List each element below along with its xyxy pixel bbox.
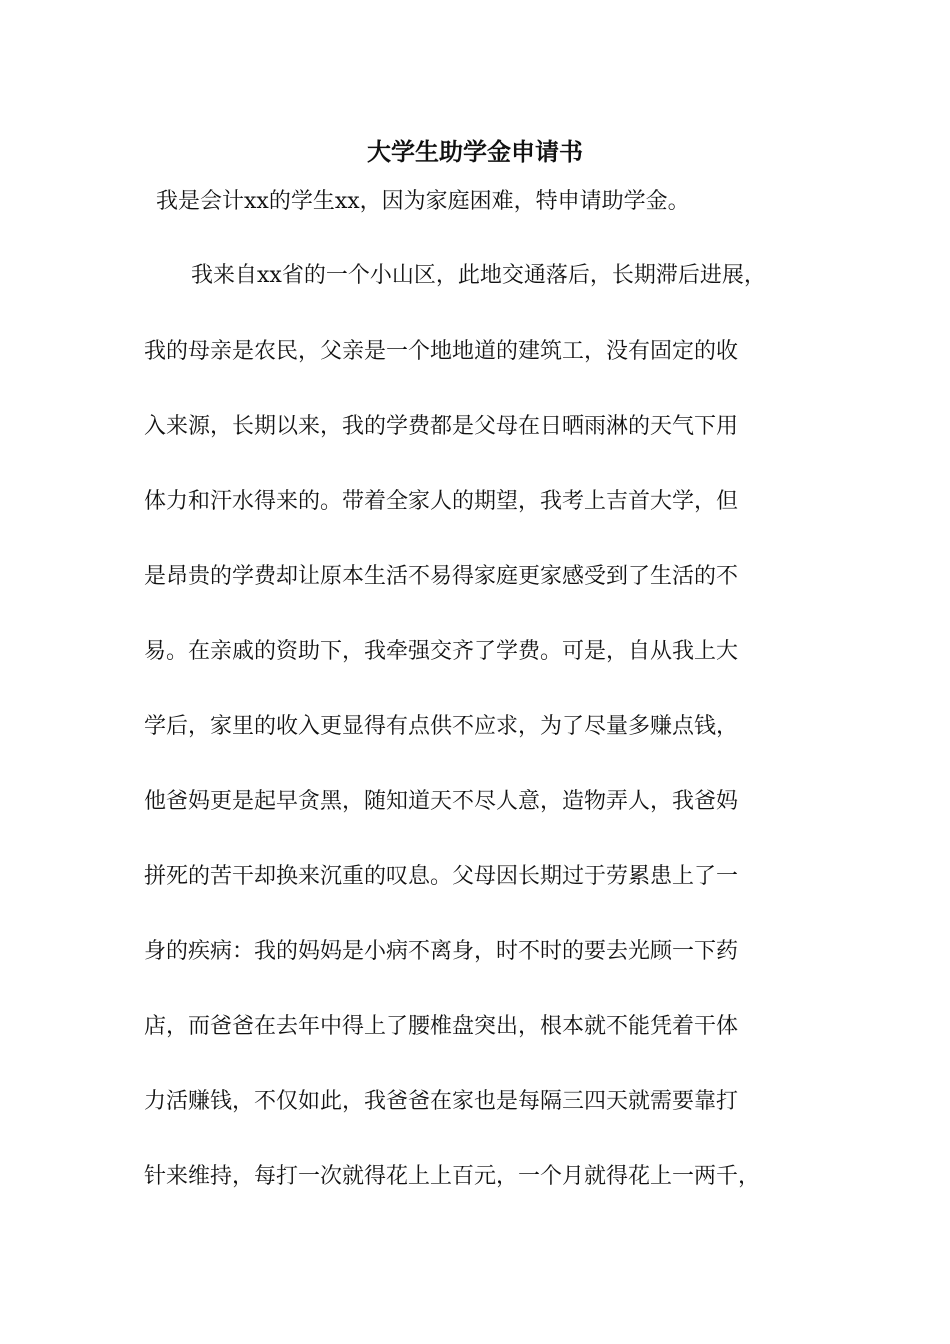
body-line: 店，而爸爸在去年中得上了腰椎盘突出，根本就不能凭着干体 (144, 1014, 739, 1039)
intro-paragraph: 我是会计xx的学生xx，因为家庭困难，特申请助学金。 (156, 189, 690, 214)
body-line: 体力和汗水得来的。带着全家人的期望，我考上吉首大学，但 (144, 489, 739, 514)
body-line: 易。在亲戚的资助下，我牵强交齐了学费。可是，自从我上大 (144, 639, 739, 664)
body-line: 我来自xx省的一个小山区，此地交通落后，长期滞后进展， (191, 263, 766, 288)
body-line: 是昂贵的学费却让原本生活不易得家庭更家感受到了生活的不 (144, 564, 739, 589)
body-line: 学后，家里的收入更显得有点供不应求，为了尽量多赚点钱， (144, 714, 739, 739)
document-title: 大学生助学金申请书 (367, 137, 583, 166)
body-line: 针来维持，每打一次就得花上上百元，一个月就得花上一两千， (144, 1164, 761, 1189)
body-line: 拼死的苦干却换来沉重的叹息。父母因长期过于劳累患上了一 (144, 864, 739, 889)
body-line: 力活赚钱，不仅如此，我爸爸在家也是每隔三四天就需要靠打 (144, 1089, 739, 1114)
body-line: 入来源，长期以来，我的学费都是父母在日晒雨淋的天气下用 (144, 414, 739, 439)
body-line: 我的母亲是农民，父亲是一个地地道的建筑工，没有固定的收 (144, 339, 739, 364)
body-line: 身的疾病：我的妈妈是小病不离身，时不时的要去光顾一下药 (144, 939, 739, 964)
body-line: 他爸妈更是起早贪黑，随知道天不尽人意，造物弄人，我爸妈 (144, 789, 739, 814)
